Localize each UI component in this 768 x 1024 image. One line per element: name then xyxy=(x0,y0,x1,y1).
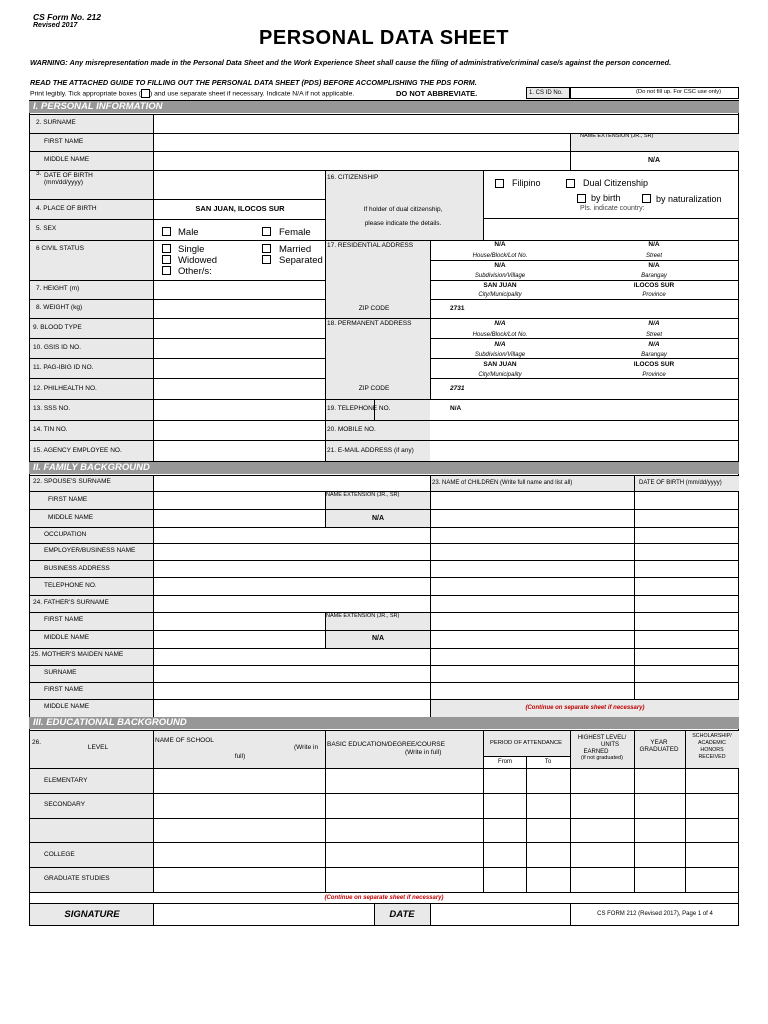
family-label-column xyxy=(30,475,153,717)
tin-field[interactable] xyxy=(154,421,324,439)
spouse-surname-field[interactable] xyxy=(154,476,429,490)
perm-province-value[interactable]: ILOCOS SUR xyxy=(633,361,675,368)
mother-surname-label: SURNAME xyxy=(44,669,77,676)
mother-maiden-label: 25. MOTHER'S MAIDEN NAME xyxy=(31,651,124,658)
weight-label: 8. WEIGHT (kg) xyxy=(36,304,83,311)
surname-field[interactable] xyxy=(154,115,738,132)
level-graduate-studies: GRADUATE STUDIES xyxy=(44,875,110,882)
gsis-label: 10. GSIS ID NO. xyxy=(33,344,82,351)
level-header: LEVEL xyxy=(87,744,109,751)
period-to-header: To xyxy=(544,759,552,765)
philhealth-field[interactable] xyxy=(154,379,324,398)
perm-city-caption: City/Municipality xyxy=(478,372,522,378)
res-zip-value[interactable]: 2731 xyxy=(450,305,465,312)
res-barangay-caption: Barangay xyxy=(641,273,667,279)
perm-province-caption: Province xyxy=(642,372,666,378)
male-checkbox[interactable] xyxy=(162,227,171,236)
education-entry-area[interactable] xyxy=(154,769,738,891)
agency-employee-label: 15. AGENCY EMPLOYEE NO. xyxy=(33,447,122,454)
perm-barangay-caption: Barangay xyxy=(641,352,667,358)
separated-label: Separated xyxy=(279,255,323,266)
date-field[interactable] xyxy=(431,904,569,925)
highest-header-2: UNITS xyxy=(601,742,619,748)
spouse-first-name-field[interactable] xyxy=(154,492,324,508)
children-header: 23. NAME of CHILDREN (Write full name and list all) xyxy=(432,480,573,486)
name-extension-label: NAME EXTENSION (JR., SR) xyxy=(580,133,654,139)
telephone-label: 19. TELEPHONE NO. xyxy=(327,405,391,412)
first-name-label: FIRST NAME xyxy=(44,138,84,145)
spouse-middle-name-field[interactable] xyxy=(154,510,324,526)
level-elementary: ELEMENTARY xyxy=(44,777,88,784)
by-birth-checkbox[interactable] xyxy=(577,194,586,203)
child-dob-header: DATE OF BIRTH (mm/dd/yyyy) xyxy=(639,480,722,486)
permanent-address-label: 18. PERMANENT ADDRESS xyxy=(327,320,412,327)
dual-note-1: If holder of dual citizenship, xyxy=(363,206,443,213)
res-province-caption: Province xyxy=(642,292,666,298)
no-abbreviate-text: DO NOT ABBREVIATE. xyxy=(396,89,478,98)
res-subdivision-caption: Subdivision/Village xyxy=(474,273,526,279)
widowed-checkbox[interactable] xyxy=(162,255,171,264)
dual-citizenship-label: Dual Citizenship xyxy=(583,178,649,188)
spouse-first-name-label: FIRST NAME xyxy=(48,496,88,503)
widowed-label: Widowed xyxy=(178,255,218,266)
scholarship-header-1: SCHOLARSHIP/ xyxy=(692,733,732,739)
spouse-telephone-label: TELEPHONE NO. xyxy=(44,582,97,589)
country-field[interactable] xyxy=(484,219,738,239)
perm-subdivision-caption: Subdivision/Village xyxy=(474,352,526,358)
first-name-field[interactable] xyxy=(154,134,569,150)
height-label: 7. HEIGHT (m) xyxy=(36,285,80,292)
middle-name-field[interactable] xyxy=(154,152,569,169)
res-province-value[interactable]: ILOCOS SUR xyxy=(633,282,675,289)
place-of-birth-value[interactable]: SAN JUAN, ILOCOS SUR xyxy=(195,204,285,213)
spouse-employer-label: EMPLOYER/BUSINESS NAME xyxy=(44,547,136,554)
single-checkbox[interactable] xyxy=(162,244,171,253)
perm-city-value[interactable]: SAN JUAN xyxy=(483,361,517,368)
form-number: CS Form No. 212 xyxy=(33,12,102,22)
perm-zip-label: ZIP CODE xyxy=(358,385,390,392)
checkbox-icon xyxy=(141,89,150,98)
res-street-value[interactable]: N/A xyxy=(648,241,660,248)
name-extension-value[interactable]: N/A xyxy=(647,157,661,164)
telephone-value[interactable]: N/A xyxy=(450,405,462,412)
perm-street-caption: Street xyxy=(645,332,663,338)
education-number: 26. xyxy=(32,739,42,746)
scholarship-header-2: ACADEMIC xyxy=(698,740,726,746)
sex-label: 5. SEX xyxy=(36,225,57,232)
scholarship-header-3: HONORS xyxy=(700,747,724,753)
signature-label: SIGNATURE xyxy=(64,909,120,920)
filipino-label: Filipino xyxy=(512,178,541,188)
surname-label: 2. SURNAME xyxy=(36,119,76,126)
dob-format: (mm/dd/yyyy) xyxy=(44,179,83,186)
perm-house-value[interactable]: N/A xyxy=(494,320,506,327)
instruction-text xyxy=(30,89,354,98)
res-subdivision-value[interactable]: N/A xyxy=(494,262,506,269)
school-header-write: (Write in xyxy=(294,744,319,751)
spouse-surname-label: 22. SPOUSE'S SURNAME xyxy=(33,478,111,485)
weight-field[interactable] xyxy=(154,300,324,317)
cs-id-label: 1. CS ID No. xyxy=(529,90,563,96)
section-personal-header: I. PERSONAL INFORMATION xyxy=(29,101,739,113)
course-header-write: (Write in full) xyxy=(405,749,442,756)
citizenship-label: 16. CITIZENSHIP xyxy=(327,174,379,181)
course-header: BASIC EDUCATION/DEGREE/COURSE xyxy=(327,741,445,748)
email-field[interactable] xyxy=(431,441,738,460)
education-level-column xyxy=(30,768,153,892)
family-continue-note: (Continue on separate sheet if necessary) xyxy=(525,705,645,711)
sss-label: 13. SSS NO. xyxy=(33,405,71,412)
perm-house-caption: House/Block/Lot No. xyxy=(472,332,528,338)
blood-type-label: 9. BLOOD TYPE xyxy=(33,324,82,331)
year-graduated-header-2: GRADUATED xyxy=(639,746,679,753)
res-city-caption: City/Municipality xyxy=(478,292,522,298)
father-surname-label: 24. FATHER'S SURNAME xyxy=(33,599,109,606)
country-note: Pls. indicate country: xyxy=(580,205,645,212)
res-street-caption: Street xyxy=(645,253,663,259)
signature-field[interactable] xyxy=(154,904,373,925)
highest-header-3: EARNED xyxy=(583,749,609,755)
separated-checkbox[interactable] xyxy=(262,255,271,264)
highest-header-4: (if not graduated) xyxy=(581,755,623,761)
spouse-middle-name-label: MIDDLE NAME xyxy=(48,514,94,521)
father-first-name-label: FIRST NAME xyxy=(44,616,84,623)
education-header-row xyxy=(30,730,739,768)
res-city-value[interactable]: SAN JUAN xyxy=(483,282,517,289)
married-checkbox[interactable] xyxy=(262,244,271,253)
filipino-checkbox[interactable] xyxy=(495,179,504,188)
level-college: COLLEGE xyxy=(44,851,75,858)
perm-subdivision-value[interactable]: N/A xyxy=(494,341,506,348)
mother-first-name-label: FIRST NAME xyxy=(44,686,84,693)
form-reference: CS FORM 212 (Revised 2017), Page 1 of 4 xyxy=(597,911,713,917)
perm-barangay-value[interactable]: N/A xyxy=(648,341,660,348)
father-name-ext-label: NAME EXTENSION (JR., SR) xyxy=(326,613,400,619)
female-checkbox[interactable] xyxy=(262,227,271,236)
spouse-name-ext-value[interactable]: N/A xyxy=(371,515,385,522)
page-title: PERSONAL DATA SHEET xyxy=(259,27,509,49)
middle-name-label: MIDDLE NAME xyxy=(44,156,90,163)
email-label: 21. E-MAIL ADDRESS (if any) xyxy=(327,447,414,454)
sss-field[interactable] xyxy=(154,400,324,419)
single-label: Single xyxy=(178,244,205,255)
cs-id-note: (Do not fill up. For CSC use only) xyxy=(636,89,722,95)
mobile-label: 20. MOBILE NO. xyxy=(327,426,376,433)
pagibig-label: 11. PAG-IBIG ID NO. xyxy=(33,364,94,371)
section-education-header: III. EDUCATIONAL BACKGROUND xyxy=(29,717,739,729)
tin-label: 14. TIN NO. xyxy=(33,426,68,433)
dob-field[interactable] xyxy=(154,171,324,198)
res-barangay-value[interactable]: N/A xyxy=(648,262,660,269)
by-birth-label: by birth xyxy=(591,193,621,203)
dob-label: DATE OF BIRTH xyxy=(44,172,93,179)
others-label: Other/s: xyxy=(178,266,212,277)
period-from-header: From xyxy=(498,759,512,765)
father-middle-name-label: MIDDLE NAME xyxy=(44,634,90,641)
level-secondary: SECONDARY xyxy=(44,801,86,808)
instruction-part-b: ) and use separate sheet if necessary. Indicate N/A if not applicable. xyxy=(149,90,355,98)
agency-employee-field[interactable] xyxy=(154,441,324,460)
school-header-full: full) xyxy=(234,753,246,760)
mother-middle-name-label: MIDDLE NAME xyxy=(44,703,90,710)
father-name-ext-value[interactable]: N/A xyxy=(371,635,385,642)
dual-citizenship-checkbox[interactable] xyxy=(566,179,575,188)
year-graduated-header-1: YEAR xyxy=(650,739,668,746)
spouse-business-address-label: BUSINESS ADDRESS xyxy=(44,565,110,572)
instruction-part-a: Print legibly. Tick appropriate boxes ( xyxy=(30,90,141,98)
period-header: PERIOD OF ATTENDANCE xyxy=(489,740,563,746)
perm-zip-value[interactable]: 2731 xyxy=(450,385,465,392)
married-label: Married xyxy=(279,244,312,255)
gsis-field[interactable] xyxy=(154,339,324,357)
spouse-occupation-label: OCCUPATION xyxy=(44,531,87,538)
female-label: Female xyxy=(279,227,311,238)
mobile-field[interactable] xyxy=(431,421,738,439)
res-house-caption: House/Block/Lot No. xyxy=(472,253,528,259)
guide-text: READ THE ATTACHED GUIDE TO FILLING OUT THE PERSONAL DATA SHEET (PDS) BEFORE ACCOMPLISHING THE PDS FORM. xyxy=(30,78,477,87)
height-field[interactable] xyxy=(154,281,324,298)
place-of-birth-label: 4. PLACE OF BIRTH xyxy=(36,205,97,212)
dob-number: 3. xyxy=(36,170,42,177)
date-label: DATE xyxy=(389,909,415,920)
others-checkbox[interactable] xyxy=(162,266,171,275)
scholarship-header-4: RECEIVED xyxy=(698,754,726,760)
by-naturalization-label: by naturalization xyxy=(656,194,722,204)
by-naturalization-checkbox[interactable] xyxy=(642,194,651,203)
section-family-header: II. FAMILY BACKGROUND xyxy=(29,462,739,474)
philhealth-label: 12. PHILHEALTH NO. xyxy=(33,385,97,392)
civil-status-label: 6 CIVIL STATUS xyxy=(36,245,84,252)
highest-header-1: HIGHEST LEVEL/ xyxy=(577,735,627,741)
dual-note-2: please indicate the details. xyxy=(364,220,442,227)
education-continue-note: (Continue on separate sheet if necessary) xyxy=(324,895,444,901)
res-house-value[interactable]: N/A xyxy=(494,241,506,248)
residential-address-label: 17. RESIDENTIAL ADDRESS xyxy=(327,242,414,249)
pagibig-field[interactable] xyxy=(154,359,324,377)
warning-text: WARNING: Any misrepresentation made in the Personal Data Sheet and the Work Experience Sheet shall cause the filing of administrative/criminal case/s against the person concerned. xyxy=(30,58,672,67)
perm-street-value[interactable]: N/A xyxy=(648,320,660,327)
res-zip-label: ZIP CODE xyxy=(358,305,390,312)
school-header: NAME OF SCHOOL xyxy=(155,737,214,744)
spouse-name-ext-label: NAME EXTENSION (JR., SR) xyxy=(326,492,400,498)
form-revision: Revised 2017 xyxy=(33,22,78,29)
blood-type-field[interactable] xyxy=(154,319,324,337)
male-label: Male xyxy=(178,227,199,238)
